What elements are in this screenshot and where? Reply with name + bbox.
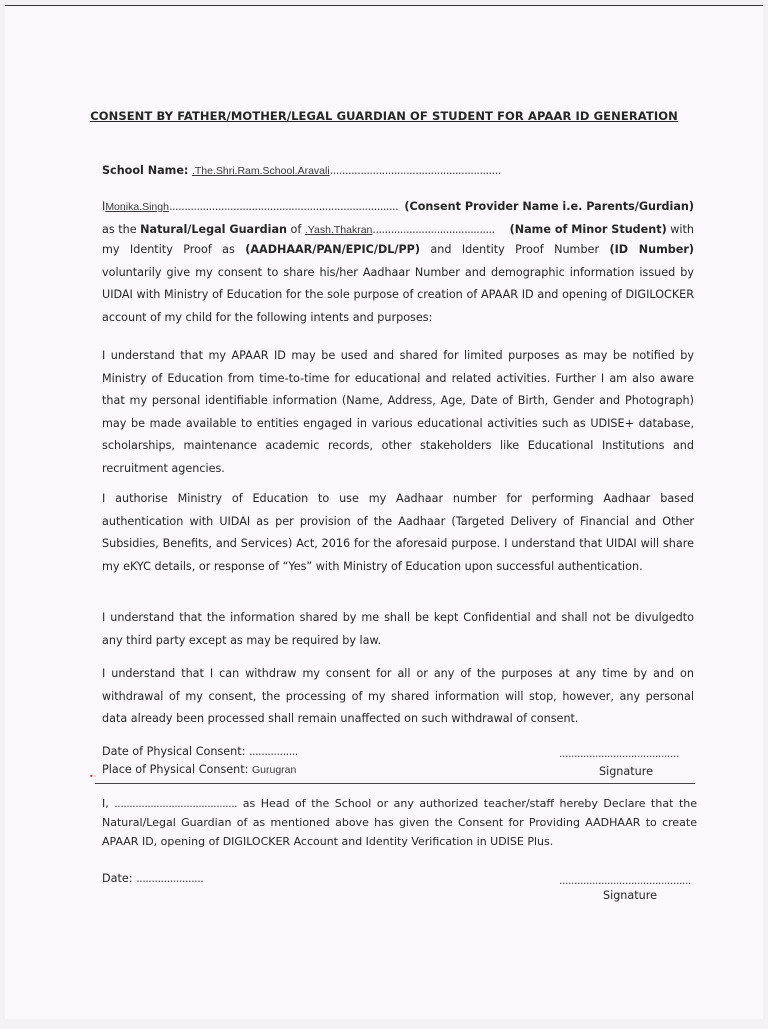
- consent-paragraph-5: [102, 663, 694, 731]
- id-number-text: and Identity Proof Number: [419, 243, 610, 256]
- date-of-consent-label: Date of Physical Consent:: [102, 745, 246, 758]
- consent-provider-line: [102, 200, 694, 213]
- guardian-line: [102, 223, 694, 236]
- consent-paragraph-3: [102, 488, 694, 578]
- minor-student-name: .Yash.Thakran: [304, 224, 373, 236]
- place-of-consent-value: Gurugran: [251, 764, 297, 776]
- guardian-prefix: as the: [102, 223, 141, 236]
- footer-date-label: Date:: [102, 872, 133, 885]
- school-declaration: [102, 794, 697, 851]
- consent-paragraph-1-body: voluntarily give my consent to share his/her Aadhaar Number and demographic information issued by UIDAI with Ministry of Education for the sole purpose of creation of APAAR ID and opening of DIGILOCKER account of my child for the following intents and purposes:: [102, 265, 694, 324]
- declaration-text: as Head of the School or any authorized teacher/staff hereby Declare that the Natural/Legal Guardian of as mentioned above has given the Consent for Providing AADHAAR to create APAAR ID, opening of DIGILOCKER Account and Identity Verification in UDISE Plus.: [102, 797, 697, 848]
- section-divider: [95, 783, 695, 784]
- guardian-dots: ........................................: [372, 223, 495, 236]
- provider-prefix: I: [102, 200, 106, 213]
- id-number-label: (ID Number): [609, 243, 694, 256]
- provider-dots: ...........................................................................: [168, 200, 399, 213]
- id-proof-line: [102, 239, 694, 262]
- school-name-line: [102, 164, 501, 177]
- school-name-label: School Name:: [102, 164, 189, 177]
- aadhaar-authorisation-text: I authorise Ministry of Education to use my Aadhaar number for performing Aadhaar based authentication with UIDAI as per provision of the Aadhaar (Targeted Delivery of Financial and Other Subsidies, Benefits, and Services) Act, 2016 for the aforesaid purpose. I understand that UIDAI will share my eKYC details, or response of “Yes” with Ministry of Education upon successful authentication.: [102, 492, 694, 573]
- declaration-name-dots: .........................................: [114, 797, 238, 810]
- guardian-of: of: [286, 223, 305, 236]
- consent-provider-label: (Consent Provider Name i.e. Parents/Gurdian): [404, 200, 694, 213]
- date-of-consent-dots: ................: [248, 745, 298, 758]
- staff-signature-line: ............................................: [559, 874, 691, 887]
- date-of-consent-line: [102, 745, 298, 758]
- school-name-dots: ........................................................: [329, 164, 501, 177]
- place-of-consent-label: Place of Physical Consent:: [102, 763, 249, 776]
- withdrawal-text: I understand that I can withdraw my consent for all or any of the purposes at any time by and on withdrawal of my consent, the processing of my shared information will stop, however, any personal data already been processed shall remain unaffected on such withdrawal of consent.: [102, 667, 694, 726]
- school-name-value: .The.Shri.Ram.School.Aravali: [191, 165, 330, 177]
- consent-paragraph-4: [102, 607, 694, 652]
- guardian-signature-label: Signature: [599, 765, 653, 778]
- form-title: CONSENT BY FATHER/MOTHER/LEGAL GUARDIAN OF STUDENT FOR APAAR ID GENERATION: [90, 109, 678, 123]
- consent-paragraph-2: [102, 345, 694, 481]
- footer-date-dots: ......................: [136, 872, 204, 885]
- minor-student-label: (Name of Minor Student): [509, 223, 667, 236]
- place-of-consent-line: [102, 763, 296, 776]
- apaar-usage-text: I understand that my APAAR ID may be used and shared for limited purposes as may be notified by Ministry of Education from time-to-time for educational and related activities. Further I am also aware that my personal identifiable information (Name, Address, Age, Date of Birth, Gender and Photograph) may be made available to entities engaged in various educational activities such as UDISE+ database, scholarships, maintenance academic records, other stakeholders like Educational Institutions and recruitment agencies.: [102, 349, 694, 475]
- consent-form-page: [5, 5, 763, 1019]
- confidentiality-text: I understand that the information shared by me shall be kept Confidential and shall not be divulgedto any third party except as may be required by law.: [102, 611, 694, 647]
- footer-date-line: [102, 872, 203, 885]
- id-proof-text: my Identity Proof as: [102, 243, 246, 256]
- id-proof-types: (AADHAAR/PAN/EPIC/DL/PP): [245, 243, 420, 256]
- guardian-signature-line: ........................................: [559, 747, 679, 760]
- consent-provider-name: Monika.Singh: [105, 201, 169, 213]
- declaration-prefix: I,: [102, 797, 115, 810]
- consent-paragraph-1: [102, 239, 694, 329]
- ink-mark-icon: •·: [89, 772, 97, 781]
- guardian-suffix: with: [666, 223, 694, 236]
- staff-signature-label: Signature: [603, 889, 657, 902]
- guardian-role: Natural/Legal Guardian: [140, 223, 287, 236]
